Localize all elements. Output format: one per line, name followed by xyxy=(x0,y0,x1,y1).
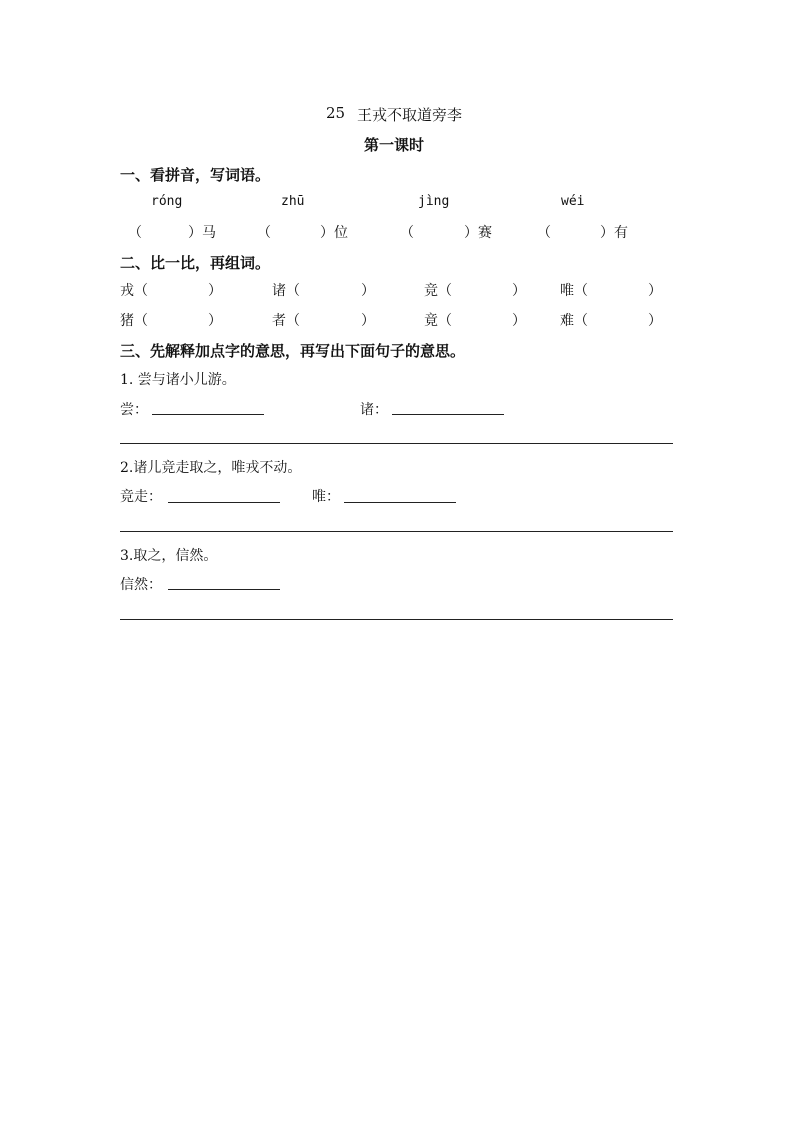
q2-blank-wei[interactable] xyxy=(344,502,456,503)
compare-item-row1-1: 戎（ xyxy=(120,283,148,299)
word-blank-1-close: ）马 xyxy=(188,225,216,241)
q1-blank-zhu[interactable] xyxy=(392,414,504,415)
compare-item-row2-1: 猪（ xyxy=(120,313,148,329)
lesson-subtitle: 第一课时 xyxy=(364,136,425,154)
q1-label-chang: 尝： xyxy=(120,402,148,418)
q1-label-zhu: 诸： xyxy=(360,402,388,418)
word-blank-4-close: ）有 xyxy=(600,225,628,241)
compare-close-row1-2: ） xyxy=(361,283,375,299)
section2-heading: 二、比一比，再组词。 xyxy=(120,254,271,272)
pinyin-1: róng xyxy=(151,194,183,209)
word-blank-3-open: （ xyxy=(400,225,414,241)
lesson-title: 王戎不取道旁李 xyxy=(357,106,463,124)
pinyin-2: zhū xyxy=(281,194,305,209)
compare-close-row2-4: ） xyxy=(648,313,662,329)
compare-item-row1-4: 唯（ xyxy=(560,283,588,299)
section1-heading: 一、看拼音，写词语。 xyxy=(120,166,271,184)
word-blank-2-close: ）位 xyxy=(320,225,348,241)
q3-blank-xinran[interactable] xyxy=(168,589,280,590)
compare-close-row2-3: ） xyxy=(512,313,526,329)
pinyin-4: wéi xyxy=(561,194,585,209)
pinyin-3: jìng xyxy=(418,194,450,209)
q2-answer-line[interactable] xyxy=(120,531,673,532)
q1-answer-line[interactable] xyxy=(120,443,673,444)
q1-blank-chang[interactable] xyxy=(152,414,264,415)
compare-item-row2-4: 难（ xyxy=(560,313,588,329)
q2-label-wei: 唯： xyxy=(312,489,340,505)
word-blank-2-open: （ xyxy=(257,225,271,241)
question2-sentence: 2.诸儿竞走取之，唯戎不动。 xyxy=(120,460,302,476)
compare-close-row2-2: ） xyxy=(361,313,375,329)
q3-label-xinran: 信然： xyxy=(120,577,162,593)
section3-heading: 三、先解释加点字的意思，再写出下面句子的意思。 xyxy=(120,342,466,360)
question3-sentence: 3.取之，信然。 xyxy=(120,548,218,564)
compare-close-row1-3: ） xyxy=(512,283,526,299)
compare-item-row2-3: 竟（ xyxy=(424,313,452,329)
compare-item-row2-2: 者（ xyxy=(272,313,300,329)
word-blank-3-close: ）赛 xyxy=(464,225,492,241)
compare-close-row1-4: ） xyxy=(648,283,662,299)
lesson-number: 25 xyxy=(326,104,346,122)
question1-sentence: 1. 尝与诸小儿游。 xyxy=(120,372,236,388)
q3-answer-line[interactable] xyxy=(120,619,673,620)
compare-close-row1-1: ） xyxy=(208,283,222,299)
q2-label-jingzou: 竞走： xyxy=(120,489,162,505)
compare-item-row1-2: 诸（ xyxy=(272,283,300,299)
compare-close-row2-1: ） xyxy=(208,313,222,329)
word-blank-1-open: （ xyxy=(128,225,142,241)
compare-item-row1-3: 竞（ xyxy=(424,283,452,299)
q2-blank-jingzou[interactable] xyxy=(168,502,280,503)
word-blank-4-open: （ xyxy=(537,225,551,241)
